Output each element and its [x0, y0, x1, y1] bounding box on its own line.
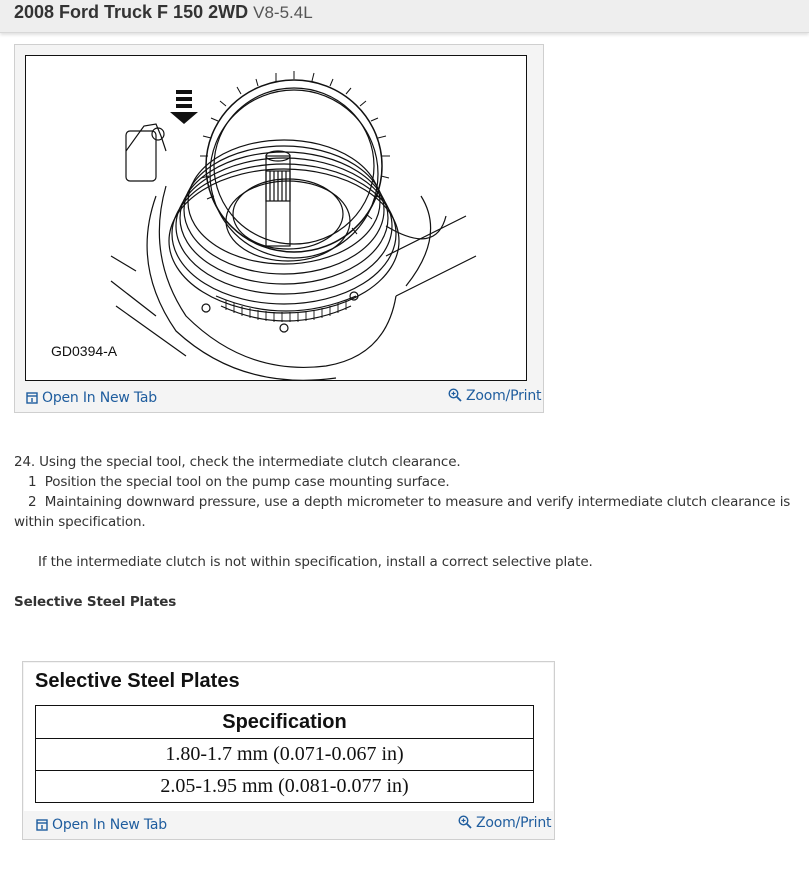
substep-2-text: Maintaining downward pressure, use a depth micrometer to measure and verify intermediate clutch clearance is within specification.	[14, 494, 791, 530]
table-open-new-tab-label: Open In New Tab	[52, 817, 167, 833]
open-new-tab-label: Open In New Tab	[42, 390, 157, 406]
table-row	[36, 771, 534, 803]
substep-1-text: Position the special tool on the pump case mounting surface.	[44, 474, 450, 490]
open-tab-icon	[26, 392, 38, 404]
substep-1-number: 1	[28, 474, 37, 490]
substep-2-number: 2	[28, 494, 37, 510]
substep-2	[14, 492, 794, 532]
vehicle-title	[14, 2, 313, 23]
table-cell: 2.05-1.95 mm (0.081-0.077 in)	[36, 771, 534, 803]
table-header-cell: Specification	[36, 706, 534, 739]
spec-table	[35, 705, 534, 803]
open-tab-icon	[36, 819, 48, 831]
table-zoom-print-link[interactable]	[458, 815, 551, 831]
figure-card	[14, 44, 544, 413]
zoom-icon	[448, 388, 462, 402]
figure-footer	[15, 384, 543, 412]
zoom-print-link[interactable]	[448, 388, 541, 404]
clutch-drawing	[26, 56, 527, 381]
figure-label: GD0394-A	[51, 343, 118, 359]
clutch-illustration[interactable]	[25, 55, 527, 381]
table-footer	[23, 811, 554, 839]
table-zoom-print-label: Zoom/Print	[476, 815, 552, 831]
engine-label: V8-5.4L	[253, 3, 313, 22]
table-cell: 1.80-1.7 mm (0.071-0.067 in)	[36, 739, 534, 771]
open-new-tab-link[interactable]	[26, 390, 157, 406]
section-heading: Selective Steel Plates	[14, 594, 177, 610]
spec-table-area[interactable]	[24, 663, 553, 811]
table-open-new-tab-link[interactable]	[36, 817, 167, 833]
step-main: 24. Using the special tool, check the intermediate clutch clearance.	[14, 454, 461, 470]
vehicle-name: 2008 Ford Truck F 150 2WD	[14, 2, 249, 22]
note-text: If the intermediate clutch is not within specification, install a correct selective plate.	[38, 554, 593, 570]
zoom-icon	[458, 815, 472, 829]
substep-1	[14, 472, 794, 492]
zoom-print-label: Zoom/Print	[466, 388, 542, 404]
table-header-row	[36, 706, 534, 739]
table-title: Selective Steel Plates	[35, 670, 240, 692]
table-row	[36, 739, 534, 771]
page-header	[0, 0, 809, 33]
spec-table-card	[22, 661, 555, 840]
step-instructions	[14, 452, 794, 532]
